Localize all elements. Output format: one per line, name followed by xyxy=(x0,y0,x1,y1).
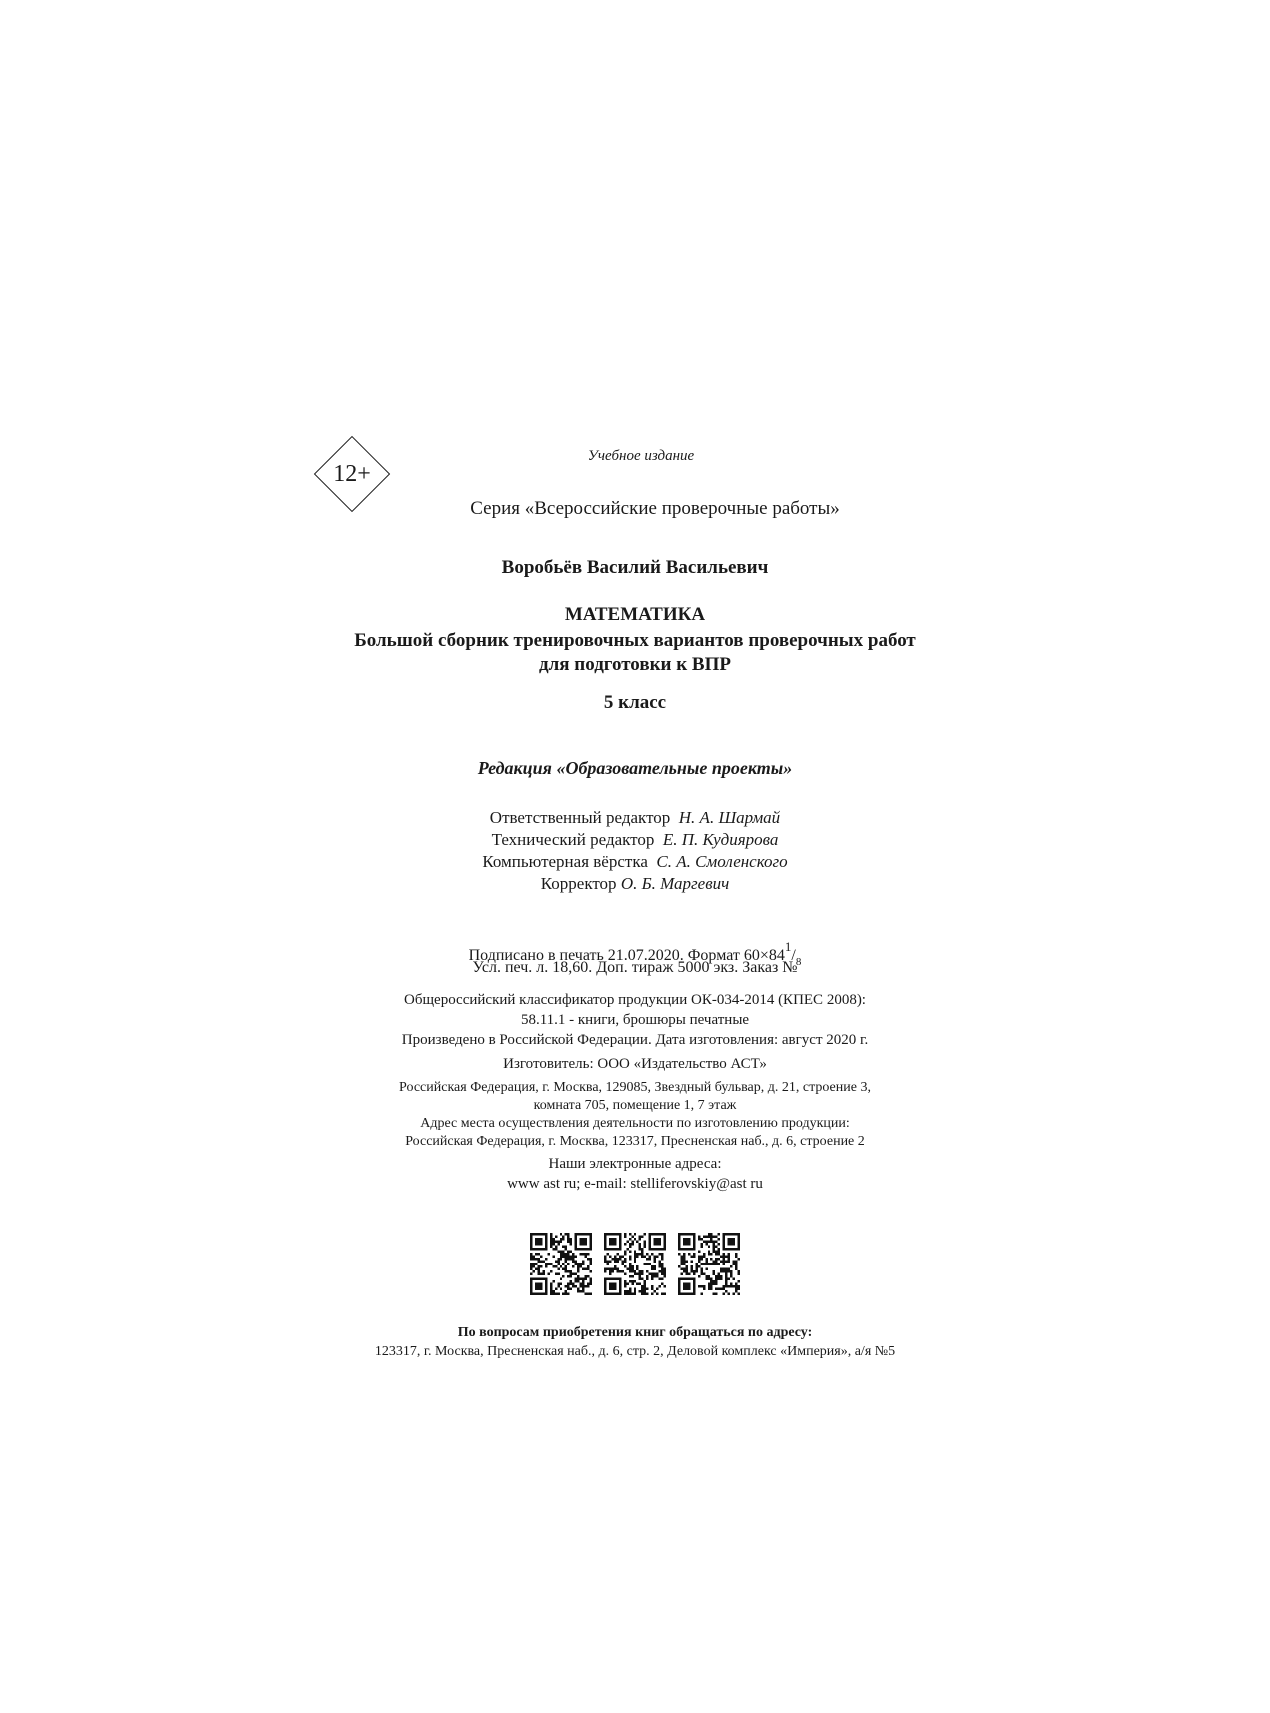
qr-code-icon xyxy=(604,1233,666,1295)
credit-name: Н. А. Шармай xyxy=(678,808,781,827)
legal-line: комната 705, помещение 1, 7 этаж xyxy=(533,1098,737,1113)
print-sheets-info: Усл. печ. л. 18,60. Доп. тираж 5000 экз. Заказ № xyxy=(472,959,798,976)
format-denominator: 8 xyxy=(795,956,802,968)
credit-name: Е. П. Кудиярова xyxy=(662,830,779,849)
qr-code-row xyxy=(0,1233,1270,1295)
legal-line: www ast ru; e-mail: stelliferovskiy@ast ru xyxy=(507,1176,763,1192)
legal-line: Российская Федерация, г. Москва, 129085, Звездный бульвар, д. 21, строение 3, xyxy=(399,1080,871,1095)
credit-name: С. А. Смоленского xyxy=(656,852,788,871)
legal-line: Произведено в Российской Федерации. Дата изготовления: август 2020 г. xyxy=(401,1032,869,1048)
legal-line: 58.11.1 - книги, брошюры печатные xyxy=(520,1012,750,1028)
legal-line: Российская Федерация, г. Москва, 123317, Пресненская наб., д. 6, строение 2 xyxy=(405,1134,865,1149)
credit-line xyxy=(0,852,1270,872)
credit-role: Компьютерная вёрстка xyxy=(482,852,648,871)
credit-line xyxy=(0,808,1270,828)
print-signed-text: Подписано в печать 21.07.2020. Формат 60×84 xyxy=(468,947,785,964)
qr-code-icon xyxy=(678,1233,740,1295)
qr-code-icon xyxy=(530,1233,592,1295)
legal-line: Адрес места осуществления деятельности по изготовлению продукции: xyxy=(420,1116,850,1131)
edition-type: Учебное издание xyxy=(587,448,695,464)
author-name: Воробьёв Василий Васильевич xyxy=(501,557,769,578)
book-subtitle-line-1: Большой сборник тренировочных вариантов проверочных работ xyxy=(354,630,916,651)
credit-line xyxy=(0,874,1270,894)
format-numerator: 1 xyxy=(784,939,792,954)
grade-label: 5 класс xyxy=(603,692,667,713)
age-rating-label: 12+ xyxy=(333,461,371,487)
purchase-heading: По вопросам приобретения книг обращаться по адресу: xyxy=(457,1325,813,1340)
legal-line: Наши электронные адреса: xyxy=(548,1156,722,1172)
credit-role: Ответственный редактор xyxy=(489,808,671,827)
print-signed-info: Подписано в печать 21.07.2020. Формат $60\times 84^1/_8$ xyxy=(468,939,802,968)
credit-role: Технический редактор xyxy=(491,830,655,849)
purchase-address: 123317, г. Москва, Пресненская наб., д. 6, стр. 2, Деловой комплекс «Империя», а/я №5 xyxy=(374,1344,896,1359)
editorial-office: Редакция «Образовательные проекты» xyxy=(477,758,793,778)
credit-line xyxy=(0,830,1270,850)
book-title: МАТЕМАТИКА xyxy=(564,604,706,625)
book-subtitle-line-2: для подготовки к ВПР xyxy=(539,654,731,675)
legal-line: Общероссийский классификатор продукции ОК-034-2014 (КПЕС 2008): xyxy=(404,992,866,1008)
legal-line: Изготовитель: ООО «Издательство АСТ» xyxy=(503,1056,767,1072)
series-title: Серия «Всероссийские проверочные работы» xyxy=(470,498,840,519)
credit-role: Корректор xyxy=(540,874,617,893)
credit-name: О. Б. Маргевич xyxy=(620,874,730,893)
